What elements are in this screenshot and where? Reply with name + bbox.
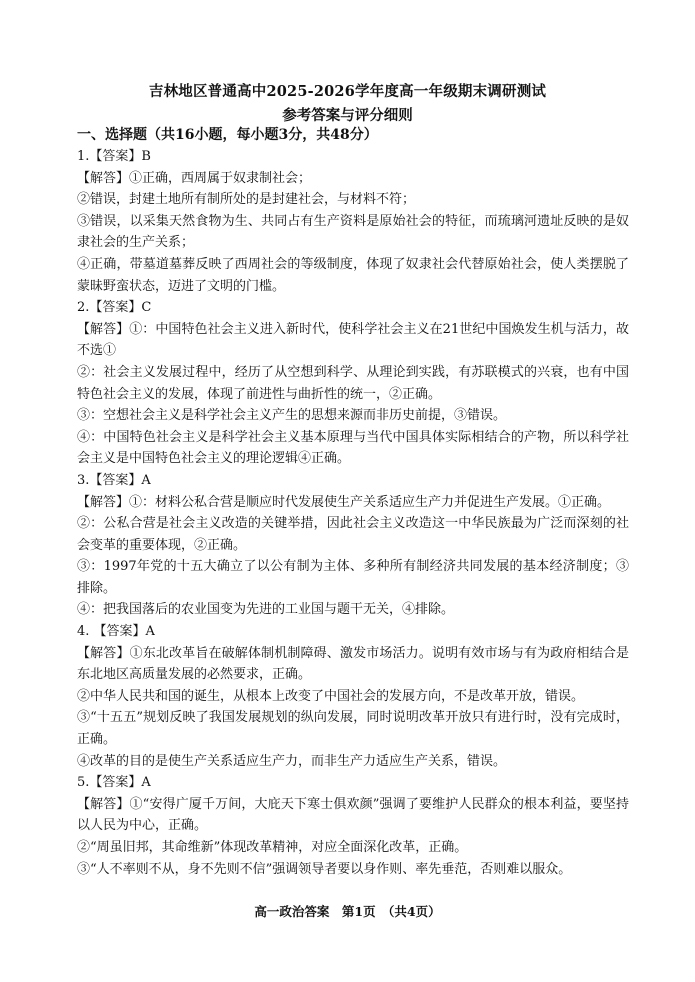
answer-line: 2.【答案】C <box>77 300 152 316</box>
question-block-5 <box>77 772 629 880</box>
explanation-line: ②“周虽旧邦，其命维新”体现改革精神，对应全面深化改革，正确。 <box>77 840 468 855</box>
answer-line: 5.【答案】A <box>77 775 151 791</box>
answer-line: 4. 【答案】A <box>77 624 155 640</box>
explanation-line: ③“人不率则不从，身不先则不信”强调领导者要以身作则、率先垂范，否则难以服众。 <box>77 861 572 877</box>
explanation-line: ④：把我国落后的农业国变为先进的工业国与题干无关，④排除。 <box>77 602 455 618</box>
explanation-line: 【解答】①“安得广厦千万间，大庇天下寒士俱欢颜”强调了要维护人民群众的根本利益，要坚持以人民为中心，正确。 <box>77 796 629 834</box>
explanation-line: ③错误，以采集天然食物为生、共同占有生产资料是原始社会的特征，而琉璃河遗址反映的是奴隶社会的生产关系； <box>77 213 629 251</box>
explanation-line: ④：中国特色社会主义是科学社会主义基本原理与当代中国具体实际相结合的产物，所以科学社会主义是中国特色社会主义的理论逻辑④正确。 <box>77 429 629 467</box>
answer-line: 1.【答案】B <box>77 149 151 164</box>
explanation-line: 【解答】①：材料公私合营是顺应时代发展使生产关系适应生产力并促进生产发展。①正确。 <box>77 494 611 510</box>
explanation-line: ④正确，带墓道墓葬反映了西周社会的等级制度，体现了奴隶社会代替原始社会，使人类摆脱了蒙昧野蛮状态，迈进了文明的门槛。 <box>77 256 629 294</box>
document-body <box>77 124 629 880</box>
document-subtitle: 参考答案与评分细则 <box>282 107 413 124</box>
document-title: 吉林地区普通高中2025-2026学年度高一年级期末调研测试 <box>148 83 547 100</box>
section-heading-multiple-choice: 一、选择题（共16小题，每小题3分，共48分） <box>77 127 378 143</box>
explanation-line: ②：公私合营是社会主义改造的关键举措，因此社会主义改造这一中华民族最为广泛而深刻的社会变革的重要体现，②正确。 <box>77 516 629 553</box>
explanation-line: ②中华人民共和国的诞生，从根本上改变了中国社会的发展方向，不是改革开放，错误。 <box>77 688 585 704</box>
explanation-line: 【解答】①：中国特色社会主义进入新时代，使科学社会主义在21世纪中国焕发生机与活力，故不选① <box>77 321 629 359</box>
question-block-4 <box>77 621 629 772</box>
page-footer: 高一政治答案 第1页 （共4页） <box>254 904 441 919</box>
question-block-1 <box>77 146 629 297</box>
explanation-line: 【解答】①东北改革旨在破解体制机制障碍、激发市场活力。说明有效市场与有为政府相结合是东北地区高质量发展的必然要求，正确。 <box>77 645 629 683</box>
explanation-line: ④改革的目的是使生产关系适应生产力，而非生产力适应生产关系，错误。 <box>77 753 507 769</box>
explanation-line: 【解答】①正确，西周属于奴隶制社会； <box>77 170 312 186</box>
explanation-line: ③：空想社会主义是科学社会主义产生的思想来源而非历史前提，③错误。 <box>77 408 507 424</box>
question-block-3 <box>77 470 629 621</box>
answer-line: 3.【答案】A <box>77 472 151 488</box>
explanation-line: ②错误，封建土地所有制所处的是封建社会，与材料不符； <box>77 192 416 208</box>
question-block-2 <box>77 297 629 470</box>
explanation-line: ③“十五五”规划反映了我国发展规划的纵向发展，同时说明改革开放只有进行时，没有完成时，正确。 <box>77 710 629 748</box>
explanation-line: ③：1997年党的十五大确立了以公有制为主体、多种所有制经济共同发展的基本经济制度；③排除。 <box>77 559 629 596</box>
explanation-line: ②：社会主义发展过程中，经历了从空想到科学、从理论到实践，有苏联模式的兴衰，也有中国特色社会主义的发展，体现了前进性与曲折性的统一，②正确。 <box>77 364 629 402</box>
